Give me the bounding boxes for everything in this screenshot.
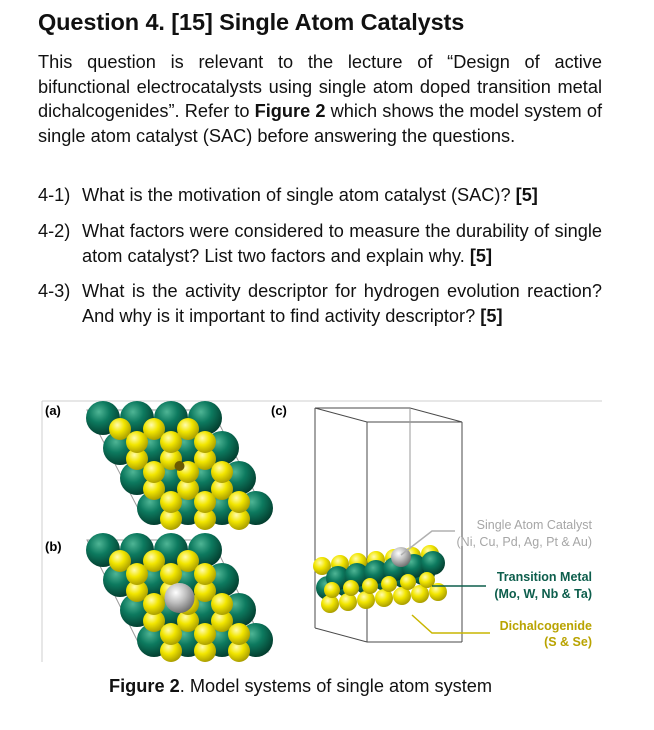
dc-elements: (S & Se) xyxy=(544,635,592,649)
subquestion-number: 4-1) xyxy=(38,185,71,205)
panel-c-label: (c) xyxy=(271,403,287,418)
subquestion-number: 4-3) xyxy=(38,281,71,301)
chalcogen-atom xyxy=(228,623,250,645)
sac-label: Single Atom Catalyst xyxy=(476,518,592,532)
caption-figure-ref: Figure 2 xyxy=(109,676,180,696)
chalcogen-atom xyxy=(211,461,233,483)
figure-2-model-systems xyxy=(0,390,654,670)
chalcogen-atom xyxy=(194,491,216,513)
subquestion-points: [5] xyxy=(515,185,538,205)
chalcogen-atom xyxy=(324,582,340,598)
chalcogen-atom xyxy=(194,431,216,453)
caption-text: . Model systems of single atom system xyxy=(179,676,493,696)
dc-label: Dichalcogenide xyxy=(499,619,592,633)
chalcogen-atom xyxy=(381,576,397,592)
subquestion-text: What is the motivation of single atom catalyst (SAC)? xyxy=(82,185,516,205)
panel-b-lattice xyxy=(86,533,273,662)
chalcogen-atom xyxy=(126,431,148,453)
subquestion-4-3 xyxy=(38,279,602,328)
sac-elements: (Ni, Cu, Pd, Ag, Pt & Au) xyxy=(456,535,592,549)
subquestion-points: [5] xyxy=(469,245,493,266)
vacancy-site xyxy=(175,461,185,471)
intro-text-2: which shows the model system of single atom catalyst (SAC) before answering the questions. xyxy=(38,101,602,146)
question-intro xyxy=(38,50,602,148)
single-atom-catalyst xyxy=(165,583,195,613)
panel-a-label: (a) xyxy=(45,403,61,418)
dc-leader-line xyxy=(412,615,490,633)
panel-c-slab xyxy=(313,408,462,642)
chalcogen-atom xyxy=(362,578,378,594)
chalcogen-atom xyxy=(160,563,182,585)
chalcogen-atom xyxy=(143,593,165,615)
chalcogen-atom xyxy=(357,591,375,609)
figure-caption xyxy=(109,676,492,697)
metal-atom xyxy=(421,551,445,575)
subquestion-text: What factors were considered to measure the durability of single atom catalyst? List two factors and explain why. xyxy=(82,221,602,266)
chalcogen-atom xyxy=(143,461,165,483)
chalcogen-atom xyxy=(194,563,216,585)
subquestion-4-2 xyxy=(38,219,602,268)
subquestion-text: What is the activity descriptor for hydrogen evolution reaction? And why is it important to find activity descriptor? xyxy=(82,281,602,326)
chalcogen-atom xyxy=(400,574,416,590)
chalcogen-atom xyxy=(194,623,216,645)
tm-elements: (Mo, W, Nb & Ta) xyxy=(494,587,592,601)
chalcogen-atom xyxy=(211,593,233,615)
chalcogen-atom xyxy=(228,491,250,513)
intro-text-1: This question is relevant to the lecture of “Design of active bifunctional electrocatalysts using single atom doped transition metal dichalcogenides”. Refer to xyxy=(38,52,602,121)
chalcogen-atom xyxy=(343,580,359,596)
subquestion-points: [5] xyxy=(480,305,503,326)
panel-b-label: (b) xyxy=(45,539,62,554)
tm-label: Transition Metal xyxy=(496,570,592,584)
question-title: Question 4. [15] Single Atom Catalysts xyxy=(38,9,465,35)
chalcogen-atom xyxy=(160,431,182,453)
intro-figure-ref: Figure 2 xyxy=(254,101,326,121)
chalcogen-atom xyxy=(160,623,182,645)
chalcogen-atom xyxy=(339,593,357,611)
subquestion-number: 4-2) xyxy=(38,221,71,241)
chalcogen-atom xyxy=(126,563,148,585)
chalcogen-atom xyxy=(160,491,182,513)
subquestion-4-1 xyxy=(38,183,602,208)
panel-a-lattice xyxy=(86,401,273,530)
